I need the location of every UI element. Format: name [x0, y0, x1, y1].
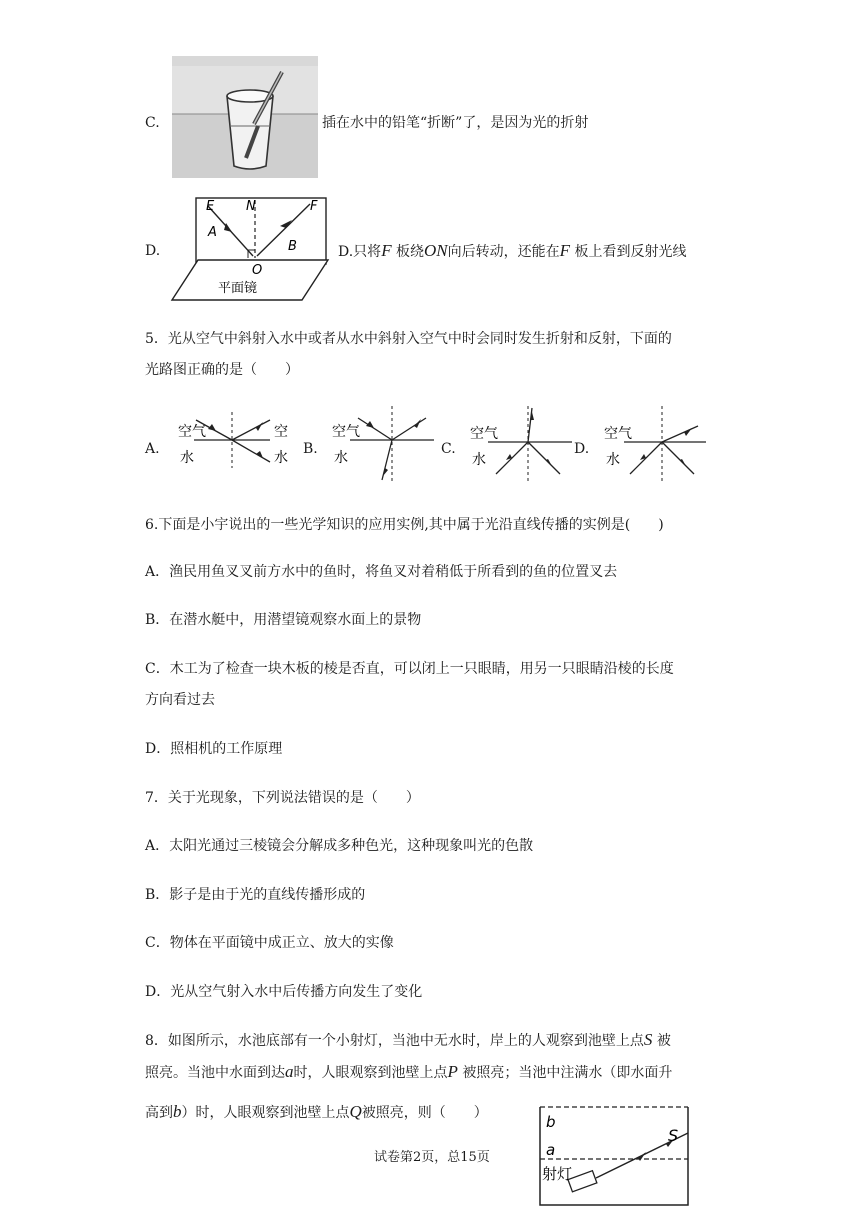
q7-option-c: C．物体在平面镜中成正立、放大的实像: [145, 935, 394, 951]
q5c-air: 空气: [470, 426, 498, 442]
q5a-water: 水: [180, 450, 194, 466]
q4-option-d-label: D.: [145, 243, 161, 259]
page-footer: 试卷第2页，总15页: [374, 1150, 490, 1165]
q4-option-d-text: D.只将F 板绕ON向后转动，还能在F 板上看到反射光线: [338, 241, 687, 260]
q6-stem: 6.下面是小宇说出的一些光学知识的应用实例,其中属于光沿直线传播的实例是( ): [145, 517, 664, 533]
q5-option-c-label: C.: [441, 441, 456, 457]
q7-option-a: A．太阳光通过三棱镜会分解成多种色光，这种现象叫光的色散: [145, 838, 534, 854]
fig-label-F: F: [310, 199, 318, 214]
q5b-air: 空气: [332, 424, 360, 440]
q5-stem-line1: 5．光从空气中斜射入水中或者从水中斜射入空气中时会同时发生折射和反射，下面的: [145, 331, 672, 347]
q5-diagram-d: [602, 404, 710, 484]
q8-stem-line2: 照亮。当池中水面到达a时，人眼观察到池壁上点P 被照亮；当池中注满水（即水面升: [145, 1062, 673, 1081]
reflection-experiment-figure: [168, 192, 334, 304]
q5a-water-right: 水: [274, 450, 288, 466]
q5-stem-line2: 光路图正确的是（ ）: [145, 362, 299, 378]
q6-option-c-line2: 方向看过去: [145, 692, 215, 708]
q7-option-d: D．光从空气射入水中后传播方向发生了变化: [145, 984, 423, 1000]
fig-label-mirror: 平面镜: [218, 281, 258, 296]
q6-option-c-line1: C．木工为了检查一块木板的棱是否直，可以闭上一只眼睛，用另一只眼睛沿棱的长度: [145, 661, 674, 677]
q5a-air-right: 空: [274, 424, 288, 440]
q5-option-d-label: D.: [574, 441, 590, 457]
q5d-air: 空气: [604, 426, 632, 442]
q5-option-b-label: B.: [303, 441, 318, 457]
q5c-water: 水: [472, 452, 486, 468]
fig-label-B: B: [288, 239, 297, 254]
fig-label-A: A: [208, 225, 217, 240]
fig-label-N: N: [246, 199, 256, 214]
pool-label-b: b: [546, 1113, 556, 1131]
cropped-top-image: [172, 56, 318, 66]
fig-label-O: O: [252, 263, 263, 278]
pool-label-lamp: 射灯: [542, 1165, 573, 1183]
pool-lamp-figure: [536, 1103, 692, 1207]
pool-label-a: a: [546, 1141, 556, 1159]
q5-option-a-label: A.: [145, 441, 160, 457]
q8-stem-line3: 高到b）时，人眼观察到池壁上点Q被照亮，则（ ）: [145, 1102, 488, 1121]
q5d-water: 水: [606, 452, 620, 468]
q4-option-c-label: C.: [145, 115, 160, 131]
q6-option-a: A．渔民用鱼叉叉前方水中的鱼时，将鱼叉对着稍低于所看到的鱼的位置叉去: [145, 564, 618, 580]
pencil-in-water-figure: [172, 66, 318, 178]
q7-stem: 7．关于光现象，下列说法错误的是（ ）: [145, 790, 420, 806]
q5-diagram-c: [468, 404, 574, 484]
fig-label-E: E: [206, 199, 215, 214]
q6-option-d: D．照相机的工作原理: [145, 741, 283, 757]
q7-option-b: B．影子是由于光的直线传播形成的: [145, 887, 366, 903]
q4-option-c-text: 插在水中的铅笔“折断”了，是因为光的折射: [322, 115, 589, 131]
q5b-water: 水: [334, 450, 348, 466]
pool-label-S: S: [668, 1126, 679, 1145]
q5-diagram-b: [330, 404, 436, 484]
q6-option-b: B．在潜水艇中，用潜望镜观察水面上的景物: [145, 612, 422, 628]
q8-stem-line1: 8．如图所示，水池底部有一个小射灯，当池中无水时，岸上的人观察到池壁上点S 被: [145, 1030, 671, 1049]
q5a-air: 空气: [178, 424, 206, 440]
q5-diagram-a: [174, 410, 298, 470]
